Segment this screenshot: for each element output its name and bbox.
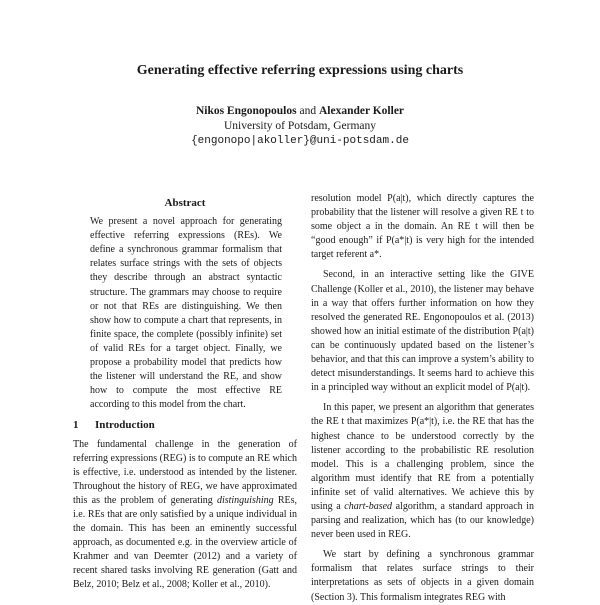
author-conjunction: and: [299, 105, 317, 117]
section-title: Introduction: [95, 419, 155, 432]
body-paragraph: We start by defining a synchronous grammar formalism that relates surface strings to their interpretations as sets of objects in a given domain (Section 3). This formalism integrates REG with: [311, 549, 534, 603]
right-column: [311, 192, 534, 605]
abstract-heading: Abstract: [164, 197, 206, 209]
author-name: Nikos Engonopoulos: [195, 105, 297, 117]
affiliation: University of Potsdam, Germany: [223, 120, 377, 132]
author-name: Alexander Koller: [318, 105, 405, 117]
email: {engonopo|akoller}@uni-potsdam.de: [191, 135, 409, 147]
body-paragraph: Second, in an interactive setting like the GIVE Challenge (Koller et al., 2010), the listener may behave in a way that offers further information on how they resolved the generated RE. Engonopoulos et al. (2013) showed how an initial estimate of the distribution P(a|t) can be continuously updated based on the listener’s behavior, and that this can improve a system’s ability to detect misunderstandings. It seems hard to achieve this in a principled way without an explicit model of P(a|t).: [311, 269, 534, 394]
paper-title: Generating effective referring expressions using charts: [136, 63, 464, 78]
abstract-text: We present a novel approach for generating effective referring expressions (REs). We define a synchronous grammar formalism that relates surface strings with the sets of objects they describe through an abstract syntactic structure. The grammars may choose to require or not that REs are distinguishing. We then show how to compute a chart that represents, in finite space, the complete (possibly infinite) set of valid REs for a target object. Finally, we propose a probability model that predicts how the listener will understand the RE, and show how to compute the most effective RE according to this model from the chart.: [90, 216, 282, 411]
author-block: [0, 104, 600, 149]
section-heading: [73, 418, 297, 432]
left-column: [73, 196, 297, 593]
body-paragraph: In this paper, we present an algorithm that generates the RE t that maximizes P(a*|t), i.e. the RE that has the highest chance to be understood correctly by the listener according to the probabilistic RE resolution model. This is a challenging problem, since the algorithm must identify that RE from a potentially infinite set of valid alternatives. We achieve this by using a chart-based algorithm, a standard approach in parsing and realization, which has (to our knowledge) never been used in REG.: [311, 402, 534, 541]
section-number: 1: [73, 419, 79, 432]
body-paragraph: The fundamental challenge in the generation of referring expressions (REG) is to compute an RE which is effective, i.e. understood as intended by the listener. Throughout the history of REG, we have approximated this as the problem of generating distinguishing REs, i.e. REs that are only satisfied by a unique individual in the domain. This has been an eminently successful approach, as documented e.g. in the overview article of Krahmer and van Deemter (2012) and a variety of recent shared tasks involving RE generation (Gatt and Belz, 2010; Belz et al., 2008; Koller et al., 2010).: [73, 438, 297, 591]
body-paragraph: resolution model P(a|t), which directly captures the probability that the listener will resolve a given RE t to some object a in the domain. An RE t will then be “good enough” if P(a*|t) is very high for the intended target referent a*.: [311, 193, 534, 261]
